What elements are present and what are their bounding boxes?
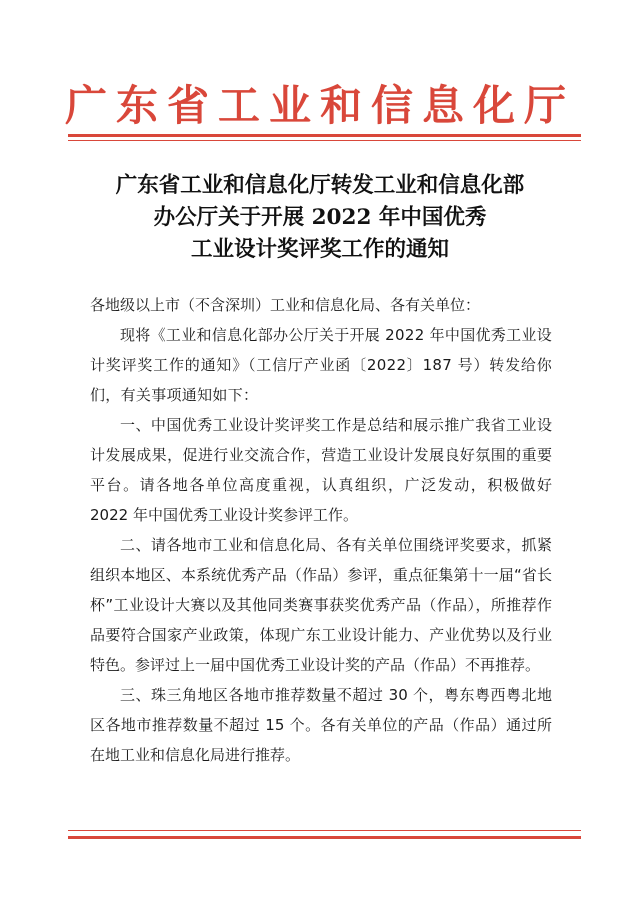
letterhead-rule-thin: [68, 140, 581, 141]
document-title: [60, 170, 580, 266]
title-line: 办公厅关于开展 2022 年中国优秀: [153, 205, 487, 230]
title-line: 广东省工业和信息化厅转发工业和信息化部: [115, 173, 525, 198]
footer-rule-thin: [68, 830, 581, 831]
letterhead-rule-thick: [68, 134, 581, 137]
body-paragraph: 二、请各地市工业和信息化局、各有关单位围绕评奖要求，抓紧组织本地区、本系统优秀产品（作品）参评，重点征集第十一届“省长杯”工业设计大赛以及其他同类赛事获奖优秀产品（作品），所推荐作品要符合国家产业政策，体现广东工业设计能力、产业优势以及行业特色。参评过上一届中国优秀工业设计奖的产品（作品）不再推荐。: [90, 536, 552, 674]
letterhead-title: 广东省工业和信息化厅: [64, 81, 575, 130]
salutation: 各地级以上市（不含深圳）工业和信息化局、各有关单位：: [90, 296, 481, 314]
body-paragraph: 三、珠三角地区各地市推荐数量不超过 30 个，粤东粤西粤北地区各地市推荐数量不超过 15 个。各有关单位的产品（作品）通过所在地工业和信息化局进行推荐。: [90, 686, 552, 764]
document-body: [90, 290, 552, 770]
footer-rule-thick: [68, 836, 581, 839]
title-line: 工业设计奖评奖工作的通知: [190, 237, 449, 262]
body-paragraph: 一、中国优秀工业设计奖评奖工作是总结和展示推广我省工业设计发展成果，促进行业交流合作，营造工业设计发展良好氛围的重要平台。请各地各单位高度重视，认真组织，广泛发动，积极做好 2022 年中国优秀工业设计奖参评工作。: [90, 416, 552, 524]
body-paragraph: 现将《工业和信息化部办公厅关于开展 2022 年中国优秀工业设计奖评奖工作的通知》（工信厅产业函〔2022〕187 号）转发给你们，有关事项通知如下：: [90, 326, 553, 404]
